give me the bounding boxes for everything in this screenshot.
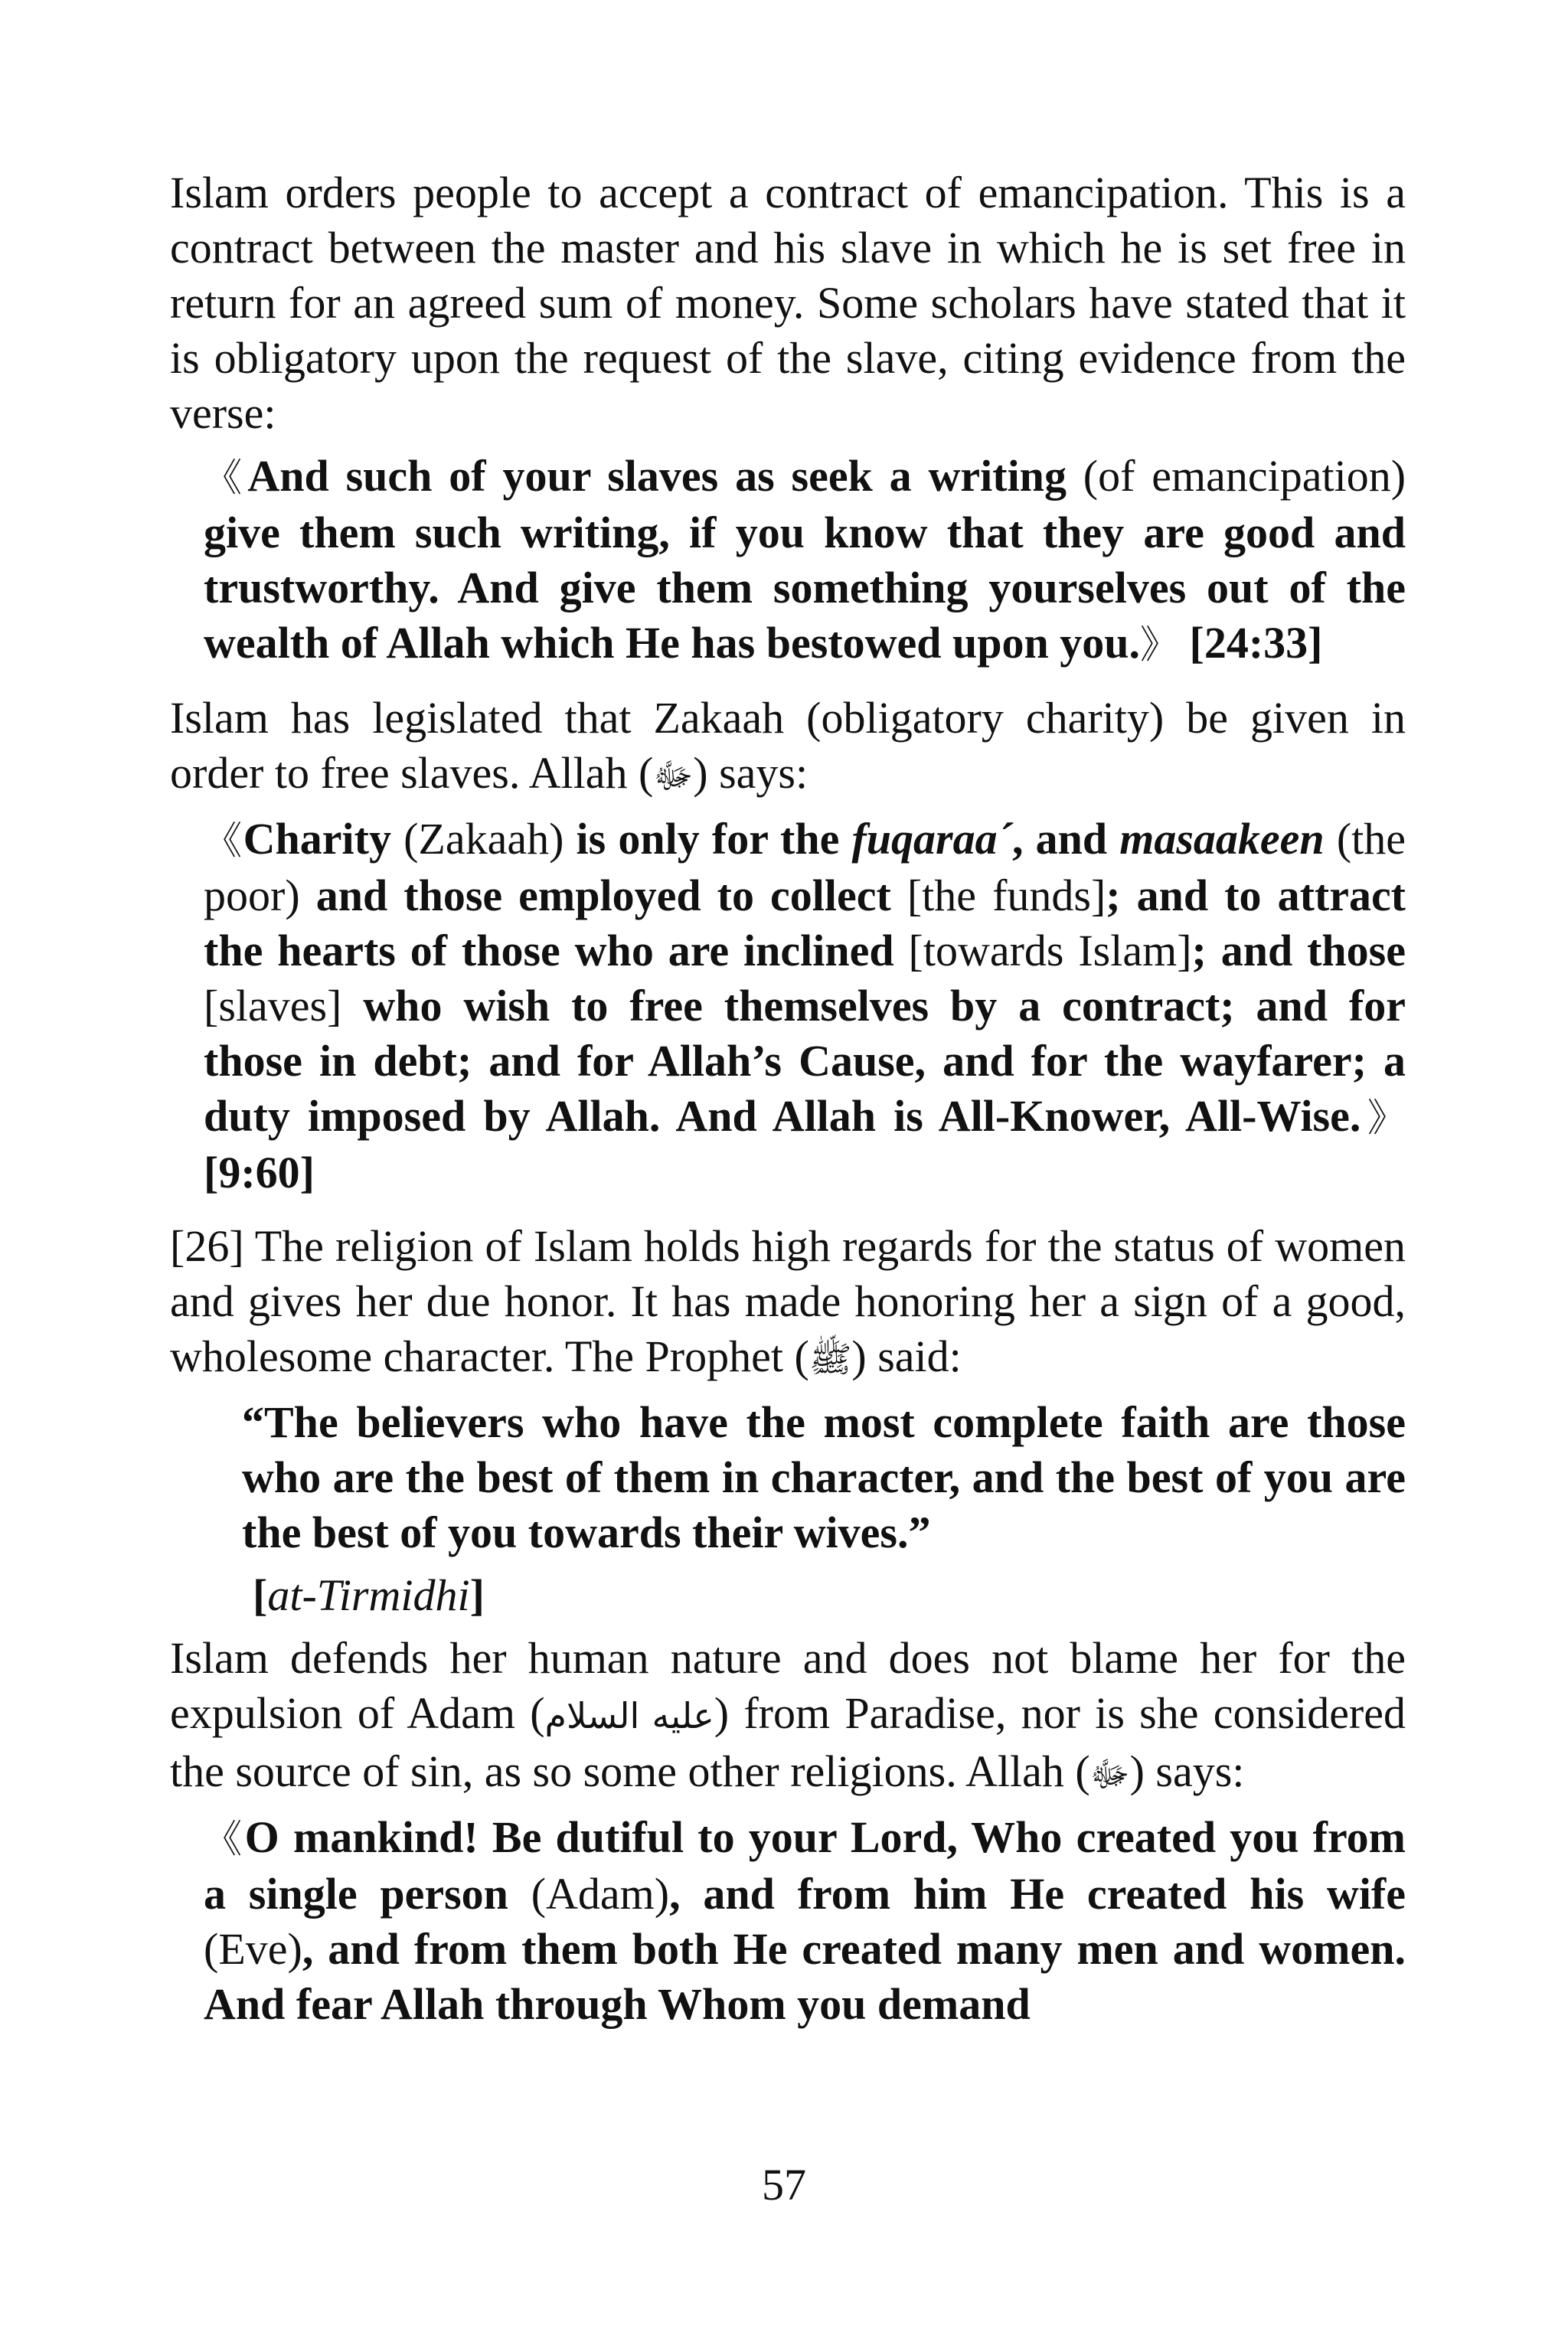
verse-gloss: (the poor): [204, 814, 1406, 920]
verse-9-60: [204, 812, 1406, 1200]
honorific-glyph: ﷻ: [1089, 1755, 1130, 1794]
verse-text: is only for the: [564, 814, 852, 864]
paragraph-emancipation: Islam orders people to accept a contract of emancipation. This is a contract between the master and his slave in which he is set free in return for an agreed sum of money. Some scholars have stated that it is obligatory upon the request of the slave, citing evidence from the verse:: [170, 168, 1406, 438]
paragraph-human-nature: [170, 1631, 1406, 1802]
honorific-glyph: عليه السلام: [544, 1697, 714, 1736]
verse-text: And such of your slaves as seek a writing: [247, 451, 1083, 501]
verse-close-bracket: 》: [1361, 1096, 1406, 1139]
verse-gloss: [the funds]: [906, 871, 1106, 920]
verse-gloss: [towards Islam]: [908, 926, 1192, 975]
verse-text: , and: [1011, 814, 1120, 864]
page-number: 57: [762, 2160, 806, 2210]
verse-text: ; and those: [1191, 926, 1406, 975]
verse-open-bracket: 《: [204, 819, 243, 862]
verse-gloss: (Eve): [204, 1924, 302, 1974]
verse-text: , and from them both He created many men and women. And fear Allah through Whom you demand: [204, 1924, 1406, 2029]
verse-gloss: (Zakaah): [403, 814, 564, 864]
source-bracket: [: [253, 1570, 268, 1620]
verse-text: give them such writing, if you know that they are good and trustworthy. And give them something yourselves out of the wealth of Allah which He has bestowed upon you.: [204, 508, 1406, 668]
verse-gloss: (of emancipation): [1083, 451, 1406, 501]
honorific-glyph: ﷻ: [653, 756, 694, 795]
source-name: at-Tirmidhi: [267, 1570, 470, 1620]
verse-open-bracket: 《: [204, 456, 248, 499]
verse-gloss: [slaves]: [204, 981, 342, 1031]
verse-text: Charity: [243, 814, 404, 864]
verse-term-italic: fuqaraa´: [851, 814, 1012, 864]
verse-open-bracket: 《: [204, 1818, 245, 1860]
verse-text: ; and to attract the hearts of those who are inclined: [204, 871, 1406, 975]
verse-mankind: [204, 1810, 1406, 2032]
honorific-glyph: ﷺ: [808, 1340, 852, 1379]
verse-text: O mankind! Be dutiful to your Lord, Who created you from a single person: [204, 1812, 1406, 1919]
paragraph-text: ) said:: [851, 1331, 962, 1381]
hadith-source: [253, 1568, 1406, 1623]
paragraph-text: ) says:: [1129, 1746, 1245, 1796]
verse-text: , and from him He created his wife: [669, 1869, 1406, 1919]
paragraph-text: Islam defends her human nature and does not blame her for the expulsion of Adam (: [170, 1633, 1406, 1738]
hadith-quote: “The believers who have the most complete faith are those who are the best of them in character, and the best of you are the best of you towards their wives.”: [242, 1397, 1406, 1557]
paragraph-text: Islam has legislated that Zakaah (obligatory charity) be given in order to free slaves. Allah (: [170, 693, 1406, 798]
verse-text: who wish to free themselves by a contract; and for those in debt; and for Allah’s Cause, and for the wayfarer; a duty imposed by Allah. And Allah is All-Knower, All-Wise.: [204, 981, 1406, 1141]
paragraph-text: [26] The religion of Islam holds high regards for the status of women and gives her due honor. It has made honoring her a sign of a good, wholesome character. The Prophet (: [170, 1221, 1406, 1381]
paragraph-text: ) from Paradise, nor is she considered the source of sin, as so some other religions. Allah (: [170, 1688, 1406, 1796]
paragraph-women-status: [170, 1219, 1406, 1387]
verse-close-bracket: 》: [1140, 623, 1179, 666]
verse-reference: [24:33]: [1178, 618, 1323, 668]
verse-gloss: (Adam): [531, 1869, 670, 1919]
verse-24-33: [204, 449, 1406, 672]
verse-reference: [9:60]: [204, 1148, 315, 1197]
verse-text: and those employed to collect: [299, 871, 907, 920]
verse-term-italic: masaakeen: [1119, 814, 1325, 864]
paragraph-text: ) says:: [693, 748, 808, 798]
source-bracket: ]: [469, 1570, 485, 1620]
paragraph-zakaah: [170, 691, 1406, 804]
